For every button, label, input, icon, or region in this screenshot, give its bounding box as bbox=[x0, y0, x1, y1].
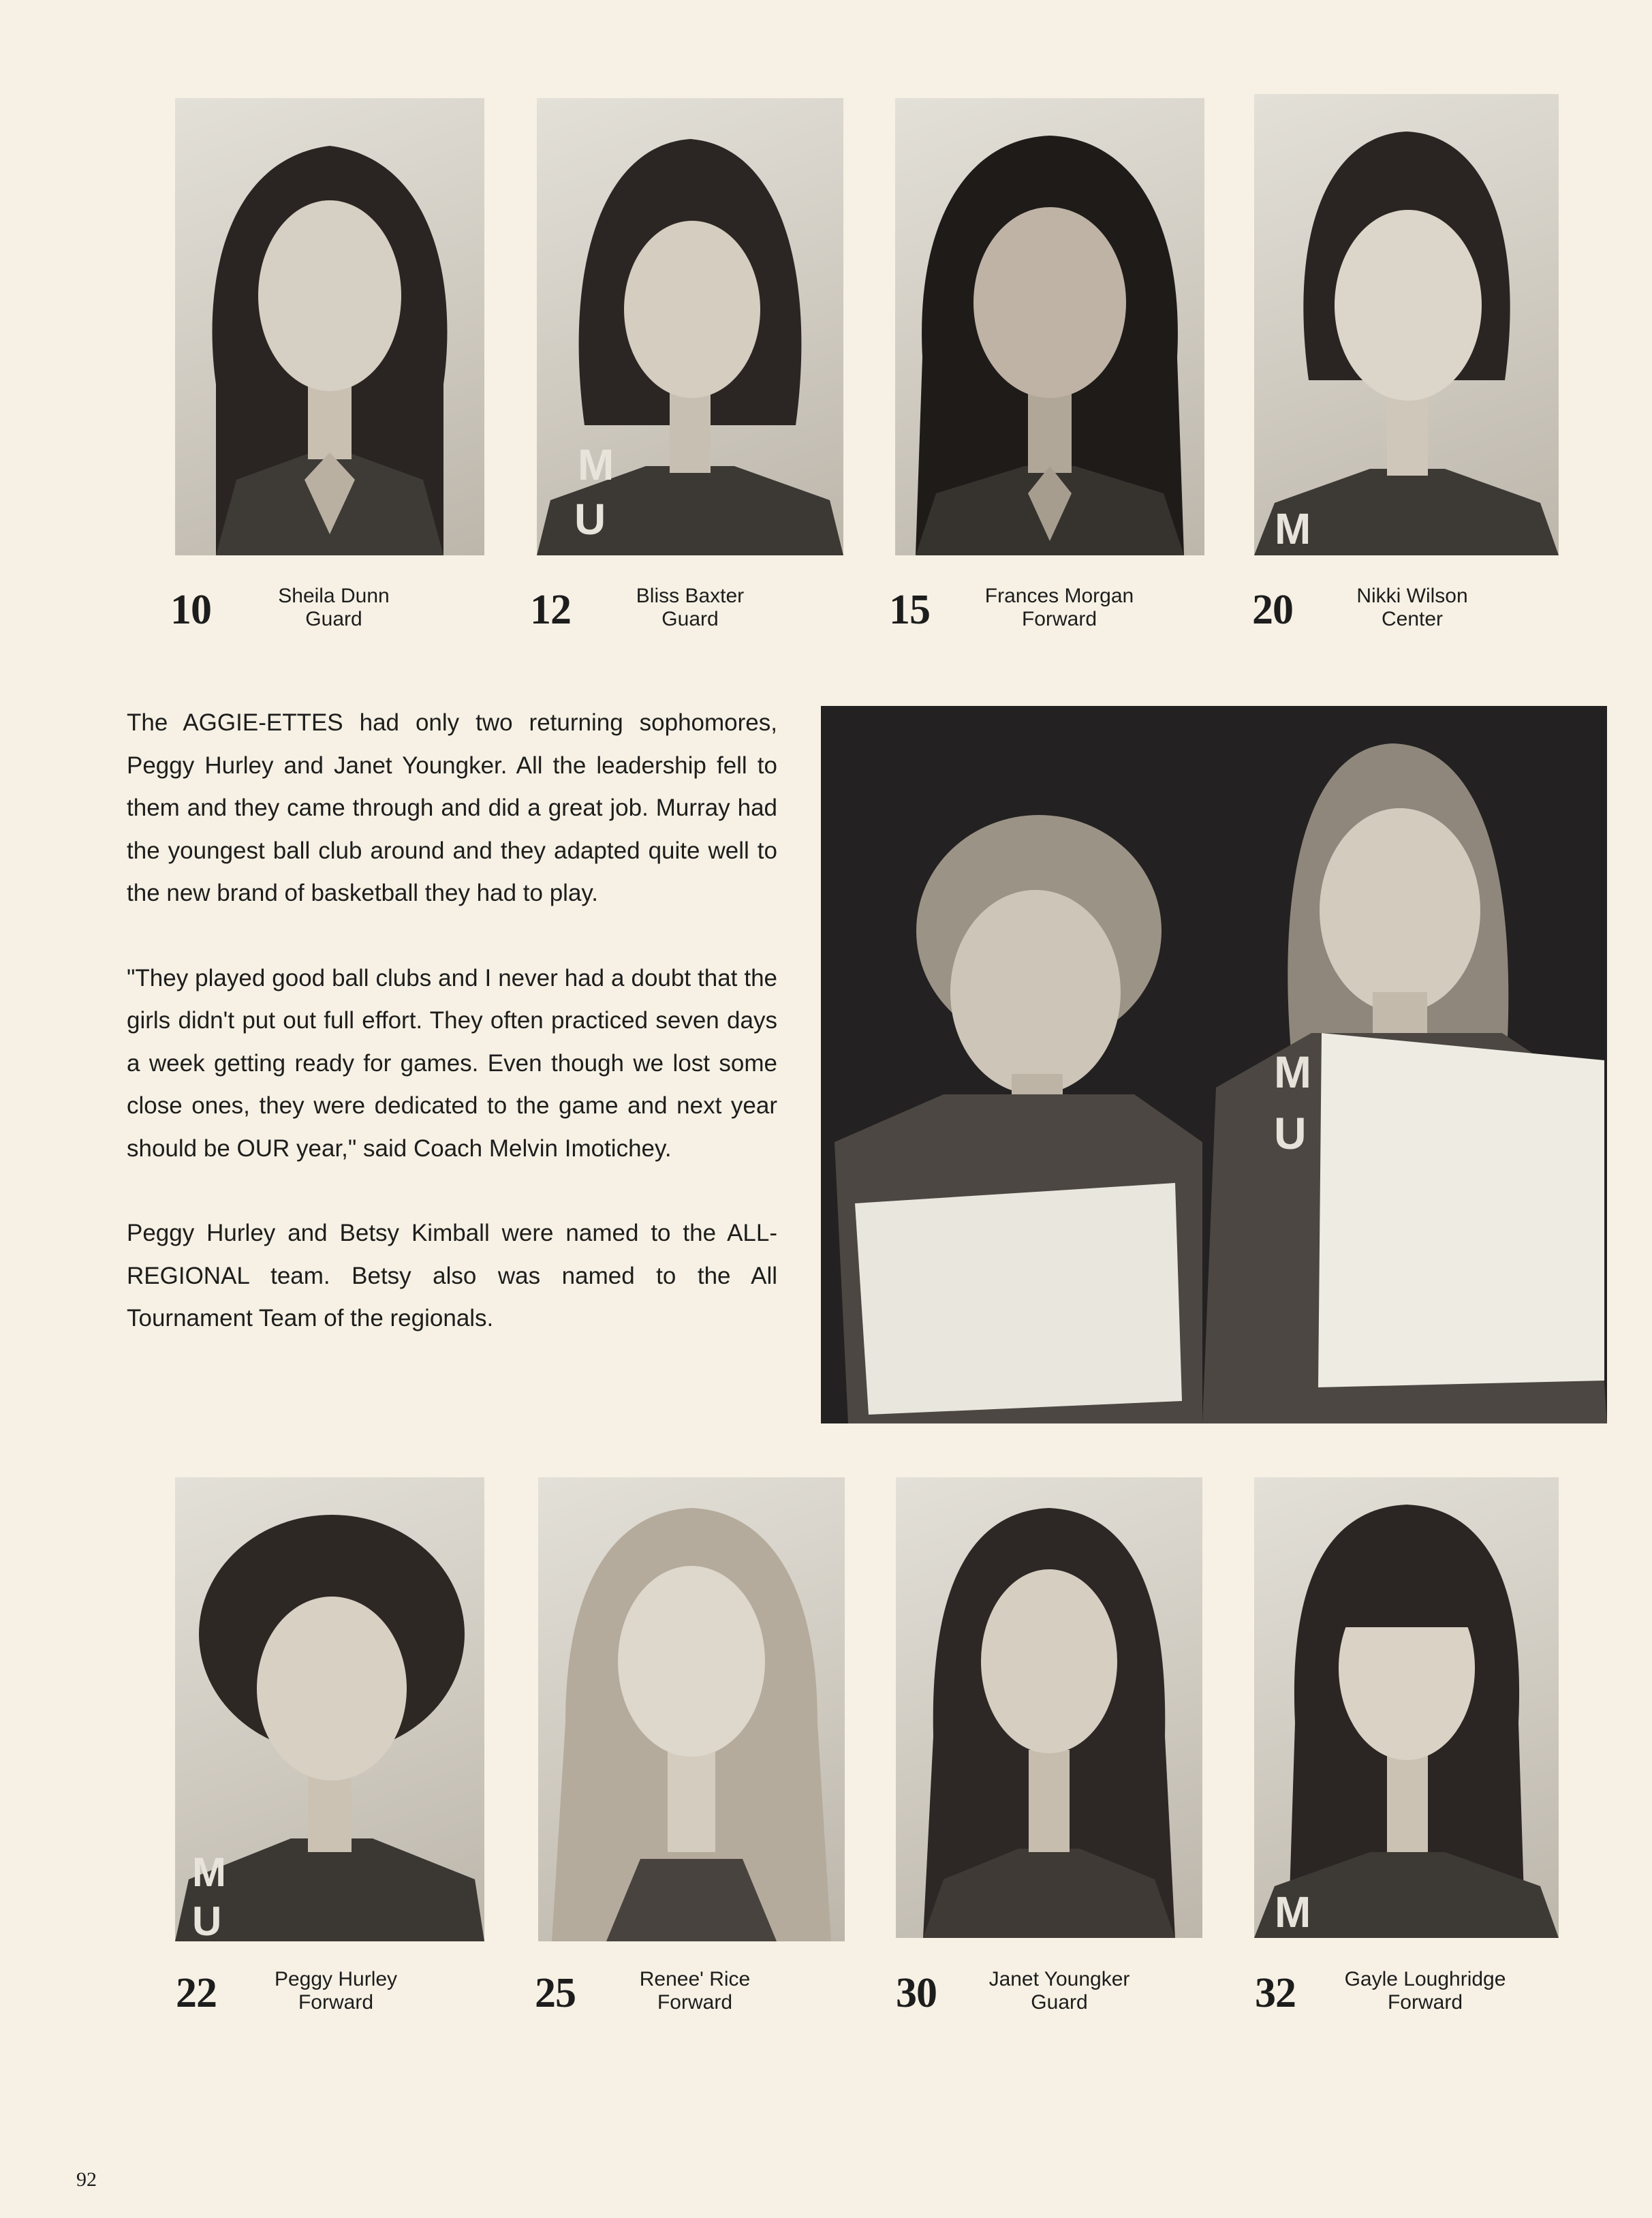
player-position: Forward bbox=[657, 1991, 733, 2014]
portrait-sheila-dunn bbox=[175, 98, 484, 555]
portrait-peggy-hurley bbox=[175, 1477, 484, 1941]
jersey-number: 20 bbox=[1252, 587, 1293, 633]
portrait-bliss-baxter bbox=[537, 98, 843, 555]
jersey-number: 25 bbox=[535, 1970, 576, 2016]
jersey-number: 30 bbox=[896, 1970, 937, 2016]
photo-award-recipients bbox=[821, 706, 1607, 1423]
svg-text:U: U bbox=[192, 1898, 222, 1941]
caption-renee-rice bbox=[535, 1962, 807, 2024]
portrait-renee-rice bbox=[538, 1477, 845, 1941]
player-name: Nikki Wilson bbox=[1356, 585, 1468, 607]
player-position: Center bbox=[1381, 608, 1444, 630]
portrait-frances-morgan bbox=[895, 98, 1204, 555]
player-name: Bliss Baxter bbox=[636, 585, 745, 607]
svg-text:M: M bbox=[578, 440, 614, 489]
caption-sheila-dunn bbox=[170, 579, 443, 641]
paragraph-intro: The AGGIE-ETTES had only two returning sophomores, Peggy Hurley and Janet Youngker. All the leadership fell to them and they came through and did a great job. Murray had the youngest ball club around and they adapted quite well to the new brand of basketball they had to play. bbox=[127, 709, 777, 906]
player-position: Forward bbox=[298, 1991, 374, 2014]
jersey-number: 12 bbox=[530, 587, 571, 633]
svg-text:M: M bbox=[1275, 1888, 1311, 1937]
svg-text:M: M bbox=[192, 1849, 226, 1895]
svg-text:M: M bbox=[1275, 504, 1311, 553]
portrait-janet-youngker bbox=[896, 1477, 1202, 1938]
svg-text:U: U bbox=[574, 495, 606, 544]
page-number: 92 bbox=[76, 2168, 97, 2191]
svg-text:U: U bbox=[1274, 1108, 1307, 1158]
article-body bbox=[127, 702, 777, 1383]
jersey-number: 32 bbox=[1255, 1970, 1296, 2016]
player-name: Frances Morgan bbox=[984, 585, 1134, 607]
jersey-number: 10 bbox=[170, 587, 211, 633]
portrait-gayle-loughridge bbox=[1254, 1477, 1559, 1938]
caption-bliss-baxter bbox=[530, 579, 802, 641]
paragraph-awards: Peggy Hurley and Betsy Kimball were named to the ALL-REGIONAL team. Betsy also was named to the All Tournament Team of the regionals. bbox=[127, 1220, 777, 1331]
caption-frances-morgan bbox=[889, 579, 1175, 641]
player-position: Forward bbox=[1387, 1991, 1463, 2014]
player-name: Janet Youngker bbox=[988, 1968, 1130, 1990]
player-name: Gayle Loughridge bbox=[1344, 1968, 1506, 1990]
paragraph-coach-quote: "They played good ball clubs and I never had a doubt that the girls didn't put out full effort. They often practiced seven days a week getting ready for games. Even though we lost some close ones, they were dedicated to the game and next year should be OUR year," said Coach Melvin Imotichey. bbox=[127, 964, 777, 1162]
player-position: Forward bbox=[1021, 608, 1097, 630]
player-name: Peggy Hurley bbox=[274, 1968, 398, 1990]
caption-nikki-wilson bbox=[1252, 579, 1525, 641]
caption-janet-youngker bbox=[896, 1962, 1182, 2024]
jersey-number: 22 bbox=[176, 1970, 217, 2016]
player-position: Guard bbox=[1031, 1991, 1088, 2014]
caption-peggy-hurley bbox=[176, 1962, 448, 2024]
player-position: Guard bbox=[305, 608, 362, 630]
svg-text:M: M bbox=[1274, 1047, 1311, 1097]
player-name: Renee' Rice bbox=[639, 1968, 751, 1990]
player-position: Guard bbox=[661, 608, 719, 630]
player-name: Sheila Dunn bbox=[278, 585, 390, 607]
jersey-number: 15 bbox=[889, 587, 930, 633]
portrait-nikki-wilson bbox=[1254, 94, 1559, 555]
caption-gayle-loughridge bbox=[1255, 1962, 1555, 2024]
